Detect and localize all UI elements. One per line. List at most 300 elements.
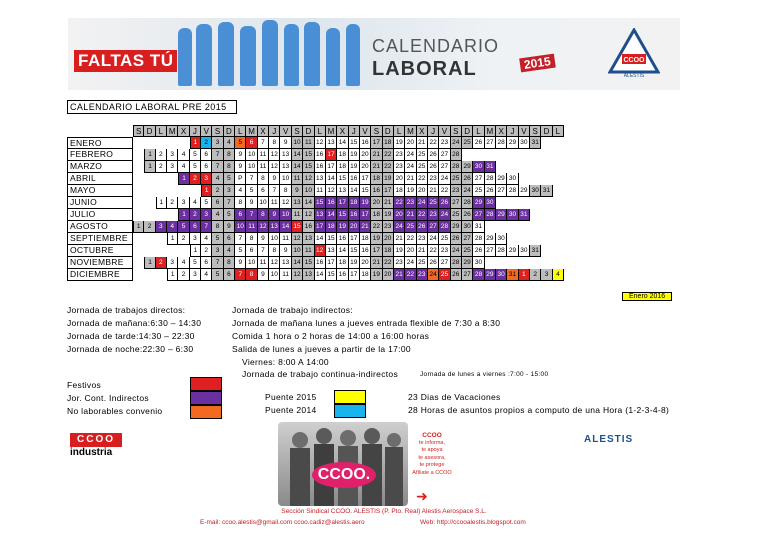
month-row	[67, 185, 564, 197]
month-name: SEPTIEMBRE	[67, 233, 133, 245]
day-cell: 17	[326, 257, 337, 269]
empty-cell	[133, 173, 144, 185]
indirect-line: Salida de lunes a jueves a partir de la 17:00	[232, 344, 411, 354]
day-cell: 28	[439, 221, 450, 233]
day-cell: 4	[178, 149, 189, 161]
day-cell: 12	[269, 149, 280, 161]
weekday-header-cell: J	[269, 125, 280, 137]
day-cell: 31	[485, 161, 496, 173]
weekday-header-cell: D	[462, 125, 473, 137]
day-cell: 9	[269, 209, 280, 221]
day-cell: 6	[201, 161, 212, 173]
footer-web[interactable]: Web: http://ccooalestis.blogspot.com	[420, 519, 526, 526]
day-cell: 21	[371, 149, 382, 161]
weekday-header-cell: S	[292, 125, 303, 137]
empty-cell	[133, 161, 144, 173]
empty-cell	[507, 149, 518, 161]
day-cell: 21	[428, 185, 439, 197]
day-cell: 1	[144, 257, 155, 269]
logo-sub: ALESTIS	[623, 73, 645, 78]
legend-festivos: Festivos	[67, 380, 102, 390]
empty-cell	[507, 233, 518, 245]
empty-cell	[167, 173, 178, 185]
day-cell: 26	[462, 209, 473, 221]
day-cell: 27	[439, 149, 450, 161]
day-cell: 29	[485, 269, 496, 281]
day-cell: P	[235, 173, 246, 185]
day-cell: 10	[269, 233, 280, 245]
day-cell: 8	[224, 161, 235, 173]
day-cell: 25	[451, 209, 462, 221]
day-cell: 11	[280, 233, 291, 245]
month-row	[67, 197, 564, 209]
day-cell: 22	[383, 257, 394, 269]
empty-cell	[133, 197, 144, 209]
day-cell: 5	[235, 245, 246, 257]
day-cell: 19	[349, 161, 360, 173]
person-silhouette	[178, 28, 192, 86]
day-cell: 2	[156, 149, 167, 161]
day-cell: 31	[473, 221, 484, 233]
weekday-header-cell: M	[246, 125, 257, 137]
day-cell: 14	[315, 269, 326, 281]
day-cell: 10	[258, 197, 269, 209]
weekday-header-cell: X	[337, 125, 348, 137]
day-cell: 21	[371, 161, 382, 173]
day-cell: 12	[315, 137, 326, 149]
weekday-header-cell: S	[133, 125, 144, 137]
month-name: MARZO	[67, 161, 133, 173]
day-cell: 28	[451, 257, 462, 269]
day-cell: 7	[212, 257, 223, 269]
empty-cell	[156, 245, 167, 257]
day-cell: 17	[383, 185, 394, 197]
empty-cell	[519, 257, 530, 269]
day-cell: 4	[212, 173, 223, 185]
day-cell: 28	[507, 185, 518, 197]
day-cell: 21	[417, 245, 428, 257]
festivos-swatch	[190, 377, 222, 391]
day-cell: 8	[246, 233, 257, 245]
promo-line: te protege	[419, 462, 445, 468]
empty-cell	[541, 137, 552, 149]
day-cell: 7	[258, 137, 269, 149]
day-cell: 7	[235, 269, 246, 281]
day-cell: 19	[383, 209, 394, 221]
empty-cell	[541, 173, 552, 185]
day-cell: 8	[246, 269, 257, 281]
month-name: FEBRERO	[67, 149, 133, 161]
month-name: JUNIO	[67, 197, 133, 209]
day-cell: 25	[428, 197, 439, 209]
empty-cell	[541, 149, 552, 161]
day-cell: 10	[235, 221, 246, 233]
day-cell: 18	[360, 233, 371, 245]
day-cell: 19	[394, 137, 405, 149]
day-cell: 24	[405, 149, 416, 161]
day-cell: 27	[473, 173, 484, 185]
day-cell: 13	[337, 185, 348, 197]
empty-cell	[519, 221, 530, 233]
day-cell: 15	[349, 245, 360, 257]
empty-cell	[553, 245, 564, 257]
day-cell: 31	[519, 209, 530, 221]
day-cell: 26	[428, 161, 439, 173]
day-cell: 18	[383, 137, 394, 149]
banner-title-line1: CALENDARIO	[372, 36, 500, 56]
month-name: NOVIEMBRE	[67, 257, 133, 269]
promo-line: te asesora,	[418, 454, 446, 461]
empty-cell	[553, 149, 564, 161]
day-cell: 1	[201, 185, 212, 197]
day-cell: 5	[224, 173, 235, 185]
empty-cell	[553, 209, 564, 221]
day-cell: 19	[405, 185, 416, 197]
day-cell: 15	[315, 197, 326, 209]
weekday-header-cell: L	[315, 125, 326, 137]
day-cell: 30	[485, 197, 496, 209]
empty-cell	[133, 185, 144, 197]
empty-cell	[133, 149, 144, 161]
day-cell: 14	[303, 197, 314, 209]
empty-cell	[156, 269, 167, 281]
day-cell: 27	[485, 137, 496, 149]
day-cell: 9	[269, 173, 280, 185]
nolab-swatch	[190, 405, 222, 419]
month-name: OCTUBRE	[67, 245, 133, 257]
day-cell: 23	[417, 269, 428, 281]
logo-text: CCOO	[623, 57, 645, 64]
empty-cell	[553, 233, 564, 245]
day-cell: 1	[178, 209, 189, 221]
day-cell: 5	[190, 149, 201, 161]
day-cell: 30	[519, 245, 530, 257]
day-cell: 13	[280, 149, 291, 161]
day-cell: 25	[462, 245, 473, 257]
day-cell: 24	[405, 257, 416, 269]
empty-cell	[507, 257, 518, 269]
day-cell: 26	[462, 173, 473, 185]
weekday-header-cell: V	[360, 125, 371, 137]
day-cell: 1	[190, 245, 201, 257]
day-cell: 7	[224, 197, 235, 209]
day-cell: 22	[383, 149, 394, 161]
day-cell: 5	[190, 257, 201, 269]
day-cell: 24	[428, 233, 439, 245]
day-cell: 2	[201, 137, 212, 149]
day-cell: 23	[405, 197, 416, 209]
day-cell: 8	[212, 221, 223, 233]
person-silhouette	[304, 22, 320, 86]
month-row	[67, 209, 564, 221]
empty-cell	[133, 137, 144, 149]
day-cell: 13	[303, 269, 314, 281]
weekday-header-cell: M	[485, 125, 496, 137]
day-cell: 17	[371, 245, 382, 257]
day-cell: 5	[178, 221, 189, 233]
day-cell: 3	[156, 221, 167, 233]
day-cell: 1	[167, 269, 178, 281]
promo-line: te apoya	[421, 447, 443, 453]
day-cell: 22	[394, 197, 405, 209]
day-cell: 12	[292, 233, 303, 245]
day-cell: 24	[428, 269, 439, 281]
day-cell: 24	[439, 209, 450, 221]
day-cell: 4	[178, 161, 189, 173]
day-cell: 19	[349, 149, 360, 161]
day-cell: 20	[360, 257, 371, 269]
day-cell: 30	[496, 269, 507, 281]
day-cell: 23	[394, 257, 405, 269]
empty-cell	[144, 197, 155, 209]
day-cell: 5	[235, 137, 246, 149]
day-cell: 9	[235, 257, 246, 269]
direct-line: Jornada de mañana:6:30 – 14:30	[67, 318, 202, 328]
day-cell: 7	[258, 245, 269, 257]
day-cell: 26	[417, 221, 428, 233]
legend-nolab: No laborables convenio	[67, 406, 163, 416]
day-cell: 12	[269, 161, 280, 173]
industria-label: industria	[70, 447, 113, 458]
day-cell: 20	[360, 161, 371, 173]
day-cell: 29	[507, 245, 518, 257]
day-cell: 10	[280, 173, 291, 185]
puente-2014-swatch	[334, 404, 366, 418]
day-cell: 26	[451, 269, 462, 281]
day-cell: 23	[394, 161, 405, 173]
day-cell: 13	[269, 221, 280, 233]
weekday-header-cell: L	[394, 125, 405, 137]
day-cell: 22	[371, 221, 382, 233]
day-cell: 7	[246, 173, 257, 185]
day-cell: 22	[383, 161, 394, 173]
ccoo-industria-logo	[70, 433, 122, 458]
day-cell: 9	[235, 149, 246, 161]
day-cell: 3	[167, 257, 178, 269]
empty-cell	[167, 209, 178, 221]
month-row	[67, 245, 564, 257]
day-cell: 4	[212, 209, 223, 221]
weekday-header-cell: L	[235, 125, 246, 137]
empty-cell	[553, 197, 564, 209]
legend-vacaciones: 23 Dias de Vacaciones	[408, 392, 501, 402]
day-cell: 17	[371, 137, 382, 149]
day-cell: 18	[371, 173, 382, 185]
empty-cell	[507, 221, 518, 233]
day-cell: 12	[303, 173, 314, 185]
day-cell: 6	[246, 137, 257, 149]
day-cell: 16	[303, 221, 314, 233]
day-cell: 23	[451, 185, 462, 197]
empty-cell	[156, 137, 167, 149]
day-cell: 14	[292, 257, 303, 269]
month-name: MAYO	[67, 185, 133, 197]
weekday-header-cell: L	[553, 125, 564, 137]
day-cell: 15	[337, 209, 348, 221]
day-cell: 20	[394, 209, 405, 221]
day-cell: 1	[156, 197, 167, 209]
footer-email[interactable]: E-mail: ccoo.alestis@gmail.com ccoo.cadiz@alestis.aero	[200, 519, 365, 526]
empty-cell	[156, 233, 167, 245]
day-cell: 2	[178, 233, 189, 245]
day-cell: 27	[439, 161, 450, 173]
day-cell: 11	[258, 161, 269, 173]
day-cell: 5	[246, 185, 257, 197]
day-cell: 7	[246, 209, 257, 221]
day-cell: 30	[496, 233, 507, 245]
day-cell: 9	[246, 197, 257, 209]
month-row	[67, 221, 564, 233]
day-cell: 3	[167, 161, 178, 173]
day-cell: 19	[394, 245, 405, 257]
day-cell: 22	[405, 269, 416, 281]
empty-cell	[553, 137, 564, 149]
empty-cell	[133, 233, 144, 245]
day-cell: 29	[519, 185, 530, 197]
day-cell: 12	[303, 209, 314, 221]
day-cell: 21	[417, 137, 428, 149]
day-cell: 17	[349, 233, 360, 245]
day-cell: 20	[383, 269, 394, 281]
day-cell: 24	[405, 161, 416, 173]
day-cell: 9	[258, 233, 269, 245]
person-silhouette	[196, 24, 212, 86]
day-cell: 18	[383, 245, 394, 257]
day-cell: 21	[360, 221, 371, 233]
day-cell: 21	[405, 173, 416, 185]
viernes-line: Viernes: 8:00 A 14:00	[242, 357, 329, 367]
day-cell: 2	[178, 269, 189, 281]
day-cell: 2	[156, 257, 167, 269]
day-cell: 8	[269, 137, 280, 149]
day-cell: 5	[190, 161, 201, 173]
day-cell: 2	[156, 161, 167, 173]
day-cell: 7	[212, 161, 223, 173]
day-cell: 18	[337, 257, 348, 269]
empty-cell	[530, 149, 541, 161]
day-cell: 16	[315, 257, 326, 269]
weekday-header-cell: D	[144, 125, 155, 137]
day-cell: 29	[462, 161, 473, 173]
day-cell: 21	[405, 209, 416, 221]
weekday-header-cell: J	[349, 125, 360, 137]
day-cell: 8	[269, 245, 280, 257]
weekday-header-cell: M	[326, 125, 337, 137]
day-cell: 26	[485, 185, 496, 197]
day-cell: 9	[258, 269, 269, 281]
weekday-header-cell: S	[371, 125, 382, 137]
day-cell: 11	[303, 245, 314, 257]
day-cell: 13	[326, 137, 337, 149]
day-cell: 23	[417, 233, 428, 245]
day-cell: 11	[258, 257, 269, 269]
empty-cell	[530, 221, 541, 233]
promo-line: CCOO	[422, 432, 442, 439]
day-cell: 27	[451, 197, 462, 209]
weekday-header-cell: D	[303, 125, 314, 137]
day-cell: 11	[303, 137, 314, 149]
day-cell: 24	[417, 197, 428, 209]
day-cell: 22	[439, 185, 450, 197]
day-cell: 14	[337, 137, 348, 149]
day-cell: 1	[178, 173, 189, 185]
day-cell: 29	[473, 197, 484, 209]
day-cell: 22	[428, 245, 439, 257]
day-cell: 25	[462, 137, 473, 149]
day-cell: 12	[280, 197, 291, 209]
day-cell: 17	[337, 197, 348, 209]
day-cell: 2	[167, 197, 178, 209]
empty-cell	[167, 245, 178, 257]
indirect-title: Jornada de trabajo indirectos:	[232, 305, 353, 315]
empty-cell	[144, 173, 155, 185]
empty-cell	[496, 149, 507, 161]
day-cell: 28	[485, 209, 496, 221]
day-cell: 13	[303, 233, 314, 245]
day-cell: 4	[178, 257, 189, 269]
day-cell: 29	[507, 137, 518, 149]
empty-cell	[519, 173, 530, 185]
day-cell: 9	[235, 161, 246, 173]
day-cell: 12	[326, 185, 337, 197]
triangle-logo-icon	[608, 28, 660, 78]
day-cell: 11	[292, 173, 303, 185]
empty-cell	[530, 197, 541, 209]
day-cell: 6	[224, 233, 235, 245]
day-cell: 4	[167, 221, 178, 233]
day-cell: 12	[269, 257, 280, 269]
month-name: AGOSTO	[67, 221, 133, 233]
empty-cell	[167, 185, 178, 197]
weekday-header-row	[67, 125, 564, 137]
empty-cell	[496, 197, 507, 209]
day-cell: 7	[201, 221, 212, 233]
month-row	[67, 257, 564, 269]
day-cell: 6	[190, 221, 201, 233]
day-cell: 30	[507, 209, 518, 221]
direct-title: Jornada de trabajos directos:	[67, 305, 186, 315]
next-year-day-cell: 4	[553, 269, 564, 281]
day-cell: 14	[292, 149, 303, 161]
person-silhouette	[240, 26, 256, 86]
empty-cell	[144, 269, 155, 281]
day-cell: 15	[326, 269, 337, 281]
day-cell: 22	[417, 173, 428, 185]
day-cell: 10	[246, 257, 257, 269]
day-cell: 31	[507, 269, 518, 281]
weekday-header-cell: M	[167, 125, 178, 137]
jor-swatch	[190, 391, 222, 405]
indirect-line: Comida 1 hora o 2 horas de 14:00 a 16:00 horas	[232, 331, 430, 341]
day-cell: 10	[292, 137, 303, 149]
day-cell: 23	[439, 137, 450, 149]
empty-cell	[133, 269, 144, 281]
weekday-header-cell: X	[178, 125, 189, 137]
day-cell: 16	[315, 149, 326, 161]
empty-cell	[133, 209, 144, 221]
day-cell: 18	[360, 269, 371, 281]
day-cell: 16	[360, 137, 371, 149]
day-cell: 13	[315, 209, 326, 221]
weekday-header-cell: V	[280, 125, 291, 137]
day-cell: 11	[258, 149, 269, 161]
day-cell: 20	[349, 221, 360, 233]
month-row	[67, 233, 564, 245]
day-cell: 27	[473, 209, 484, 221]
day-cell: 21	[394, 233, 405, 245]
month-name: DICIEMBRE	[67, 269, 133, 281]
day-cell: 9	[280, 137, 291, 149]
